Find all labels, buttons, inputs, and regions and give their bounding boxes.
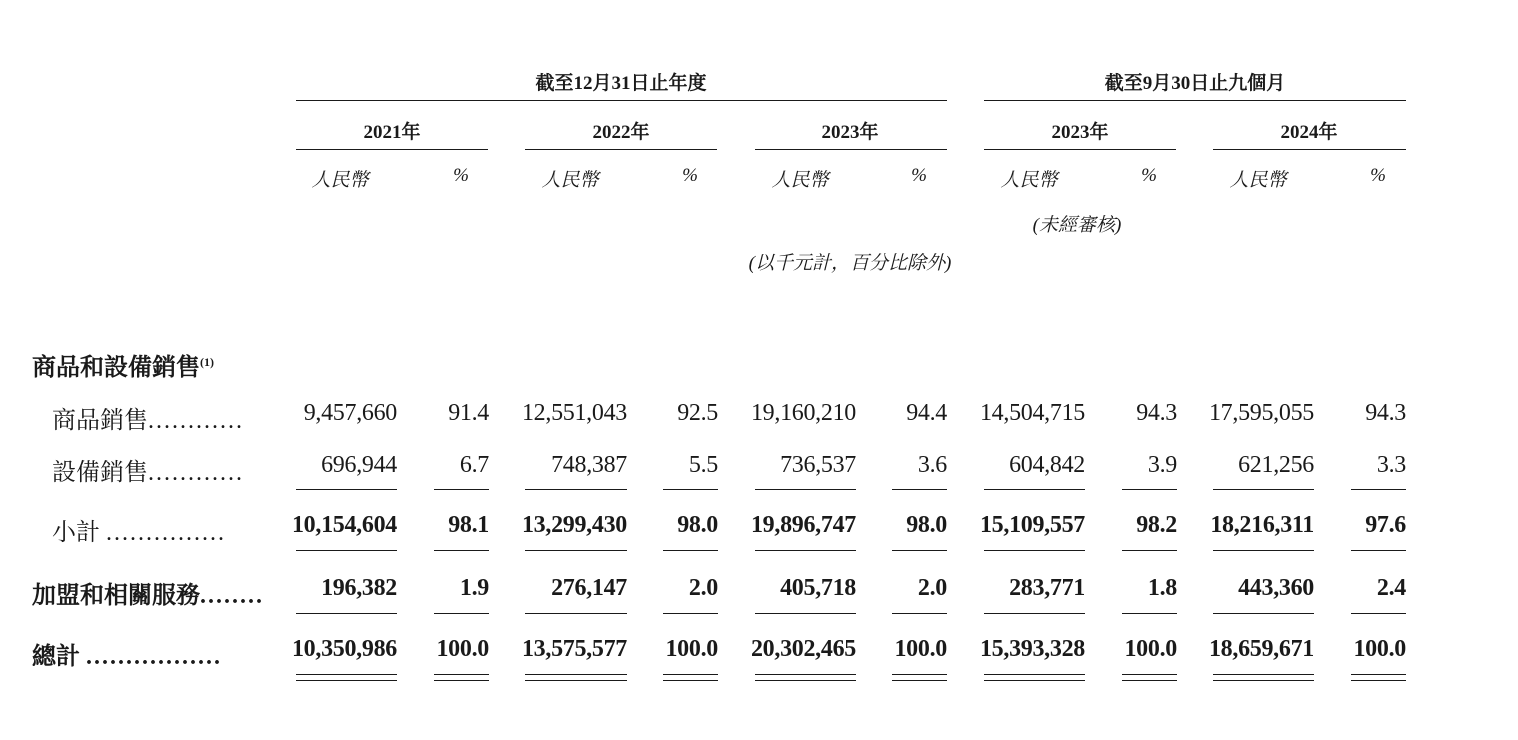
total-rule [984,613,1085,614]
total-double-rule [984,674,1085,675]
subtotal-rule [892,489,947,490]
group-heading-nine-months: 截至9月30日止九個月 [1104,73,1286,94]
year-rule [1213,149,1406,150]
subtotal-rule [663,550,718,551]
total-double-rule [755,680,856,681]
row-label-franchise-services: 加盟和相關服務........ [32,583,264,609]
table-cell: 2.4 [1376,575,1406,601]
footnote-marker: (1) [200,355,214,369]
total-rule [1351,613,1406,614]
table-cell: 6.7 [459,452,489,478]
table-cell: 13,575,577 [521,636,627,662]
table-cell: 10,350,986 [291,636,397,662]
table-cell: 19,160,210 [750,400,856,426]
row-label-product-sales: 商品銷售............ [52,408,244,434]
total-double-rule [296,680,397,681]
table-cell: 92.5 [677,400,718,426]
table-cell: 748,387 [551,452,627,478]
table-cell: 100.0 [894,636,947,662]
percent-heading: % [911,165,927,186]
table-cell: 3.3 [1376,452,1406,478]
table-cell: 604,842 [1009,452,1085,478]
subtotal-rule [984,489,1085,490]
year-heading-2023-9m: 2023年 [1051,122,1109,143]
table-cell: 14,504,715 [979,400,1085,426]
table-cell: 196,382 [321,575,397,601]
year-heading-2021: 2021年 [363,122,421,143]
table-cell: 696,944 [321,452,397,478]
table-cell: 94.3 [1136,400,1177,426]
table-cell: 98.0 [677,512,718,538]
group-heading-fiscal-year: 截至12月31日止年度 [535,73,707,94]
total-rule [755,613,856,614]
total-double-rule [1351,680,1406,681]
total-double-rule [1351,674,1406,675]
currency-heading: 人民幣 [1229,170,1287,191]
total-rule [892,613,947,614]
table-cell: 100.0 [665,636,718,662]
subtotal-rule [434,550,489,551]
total-double-rule [525,674,627,675]
year-rule [984,149,1176,150]
table-cell: 1.9 [459,575,489,601]
table-cell: 9,457,660 [303,400,397,426]
table-cell: 98.2 [1136,512,1177,538]
table-cell: 2.0 [688,575,718,601]
percent-heading: % [682,165,698,186]
total-double-rule [1122,680,1177,681]
table-cell: 12,551,043 [521,400,627,426]
percent-heading: % [1141,165,1157,186]
total-double-rule [892,680,947,681]
table-cell: 10,154,604 [291,512,397,538]
table-cell: 3.9 [1147,452,1177,478]
table-cell: 443,360 [1238,575,1314,601]
table-cell: 1.8 [1147,575,1177,601]
subtotal-rule [1213,489,1314,490]
currency-heading: 人民幣 [1000,170,1058,191]
total-double-rule [434,674,489,675]
total-rule [1213,613,1314,614]
percent-heading: % [453,165,469,186]
table-cell: 3.6 [917,452,947,478]
total-double-rule [1213,680,1314,681]
total-rule [663,613,718,614]
total-rule [1122,613,1177,614]
total-double-rule [663,680,718,681]
table-cell: 100.0 [1124,636,1177,662]
subtotal-rule [984,550,1085,551]
table-cell: 94.4 [906,400,947,426]
table-cell: 283,771 [1009,575,1085,601]
table-cell: 2.0 [917,575,947,601]
subtotal-rule [1122,489,1177,490]
percent-heading: % [1370,165,1386,186]
year-heading-2022: 2022年 [592,122,650,143]
subtotal-rule [1213,550,1314,551]
table-cell: 18,216,311 [1210,512,1314,538]
subtotal-rule [1122,550,1177,551]
total-double-rule [525,680,627,681]
subtotal-rule [296,550,397,551]
table-cell: 94.3 [1365,400,1406,426]
units-note: (以千元計，百分比除外) [748,253,952,274]
table-cell: 621,256 [1238,452,1314,478]
subtotal-rule [1351,550,1406,551]
table-cell: 736,537 [780,452,856,478]
table-cell: 18,659,671 [1208,636,1314,662]
year-rule [755,149,947,150]
table-cell: 98.0 [906,512,947,538]
table-cell: 20,302,465 [750,636,856,662]
table-cell: 405,718 [780,575,856,601]
currency-heading: 人民幣 [771,170,829,191]
currency-heading: 人民幣 [311,170,369,191]
subtotal-rule [525,550,627,551]
year-heading-2023: 2023年 [821,122,879,143]
unaudited-note: (未經審核) [1032,215,1122,236]
group-rule-nine-months [984,100,1406,101]
subtotal-rule [434,489,489,490]
year-rule [296,149,488,150]
total-double-rule [296,674,397,675]
total-rule [296,613,397,614]
table-cell: 276,147 [551,575,627,601]
total-double-rule [1213,674,1314,675]
row-label-equipment-sales: 設備銷售............ [52,460,244,486]
table-cell: 15,393,328 [979,636,1085,662]
subtotal-rule [755,550,856,551]
section-title: 商品和設備銷售$^{(1)}$ [32,355,214,381]
table-cell: 15,109,557 [979,512,1085,538]
table-cell: 97.6 [1365,512,1406,538]
total-double-rule [755,674,856,675]
subtotal-rule [1351,489,1406,490]
table-cell: 5.5 [688,452,718,478]
table-cell: 98.1 [448,512,489,538]
subtotal-rule [296,489,397,490]
subtotal-rule [892,550,947,551]
total-rule [434,613,489,614]
table-cell: 17,595,055 [1208,400,1314,426]
total-double-rule [1122,674,1177,675]
total-double-rule [984,680,1085,681]
total-double-rule [663,674,718,675]
total-double-rule [434,680,489,681]
table-cell: 100.0 [436,636,489,662]
currency-heading: 人民幣 [541,170,599,191]
subtotal-rule [755,489,856,490]
group-rule-fiscal-year [296,100,947,101]
total-rule [525,613,627,614]
row-label-total: 總計 ................. [32,644,222,670]
table-cell: 91.4 [448,400,489,426]
table-cell: 100.0 [1353,636,1406,662]
subtotal-rule [525,489,627,490]
year-heading-2024-9m: 2024年 [1280,122,1338,143]
table-cell: 19,896,747 [750,512,856,538]
row-label-subtotal: 小計 ............... [52,520,226,546]
subtotal-rule [663,489,718,490]
year-rule [525,149,717,150]
total-double-rule [892,674,947,675]
table-cell: 13,299,430 [521,512,627,538]
